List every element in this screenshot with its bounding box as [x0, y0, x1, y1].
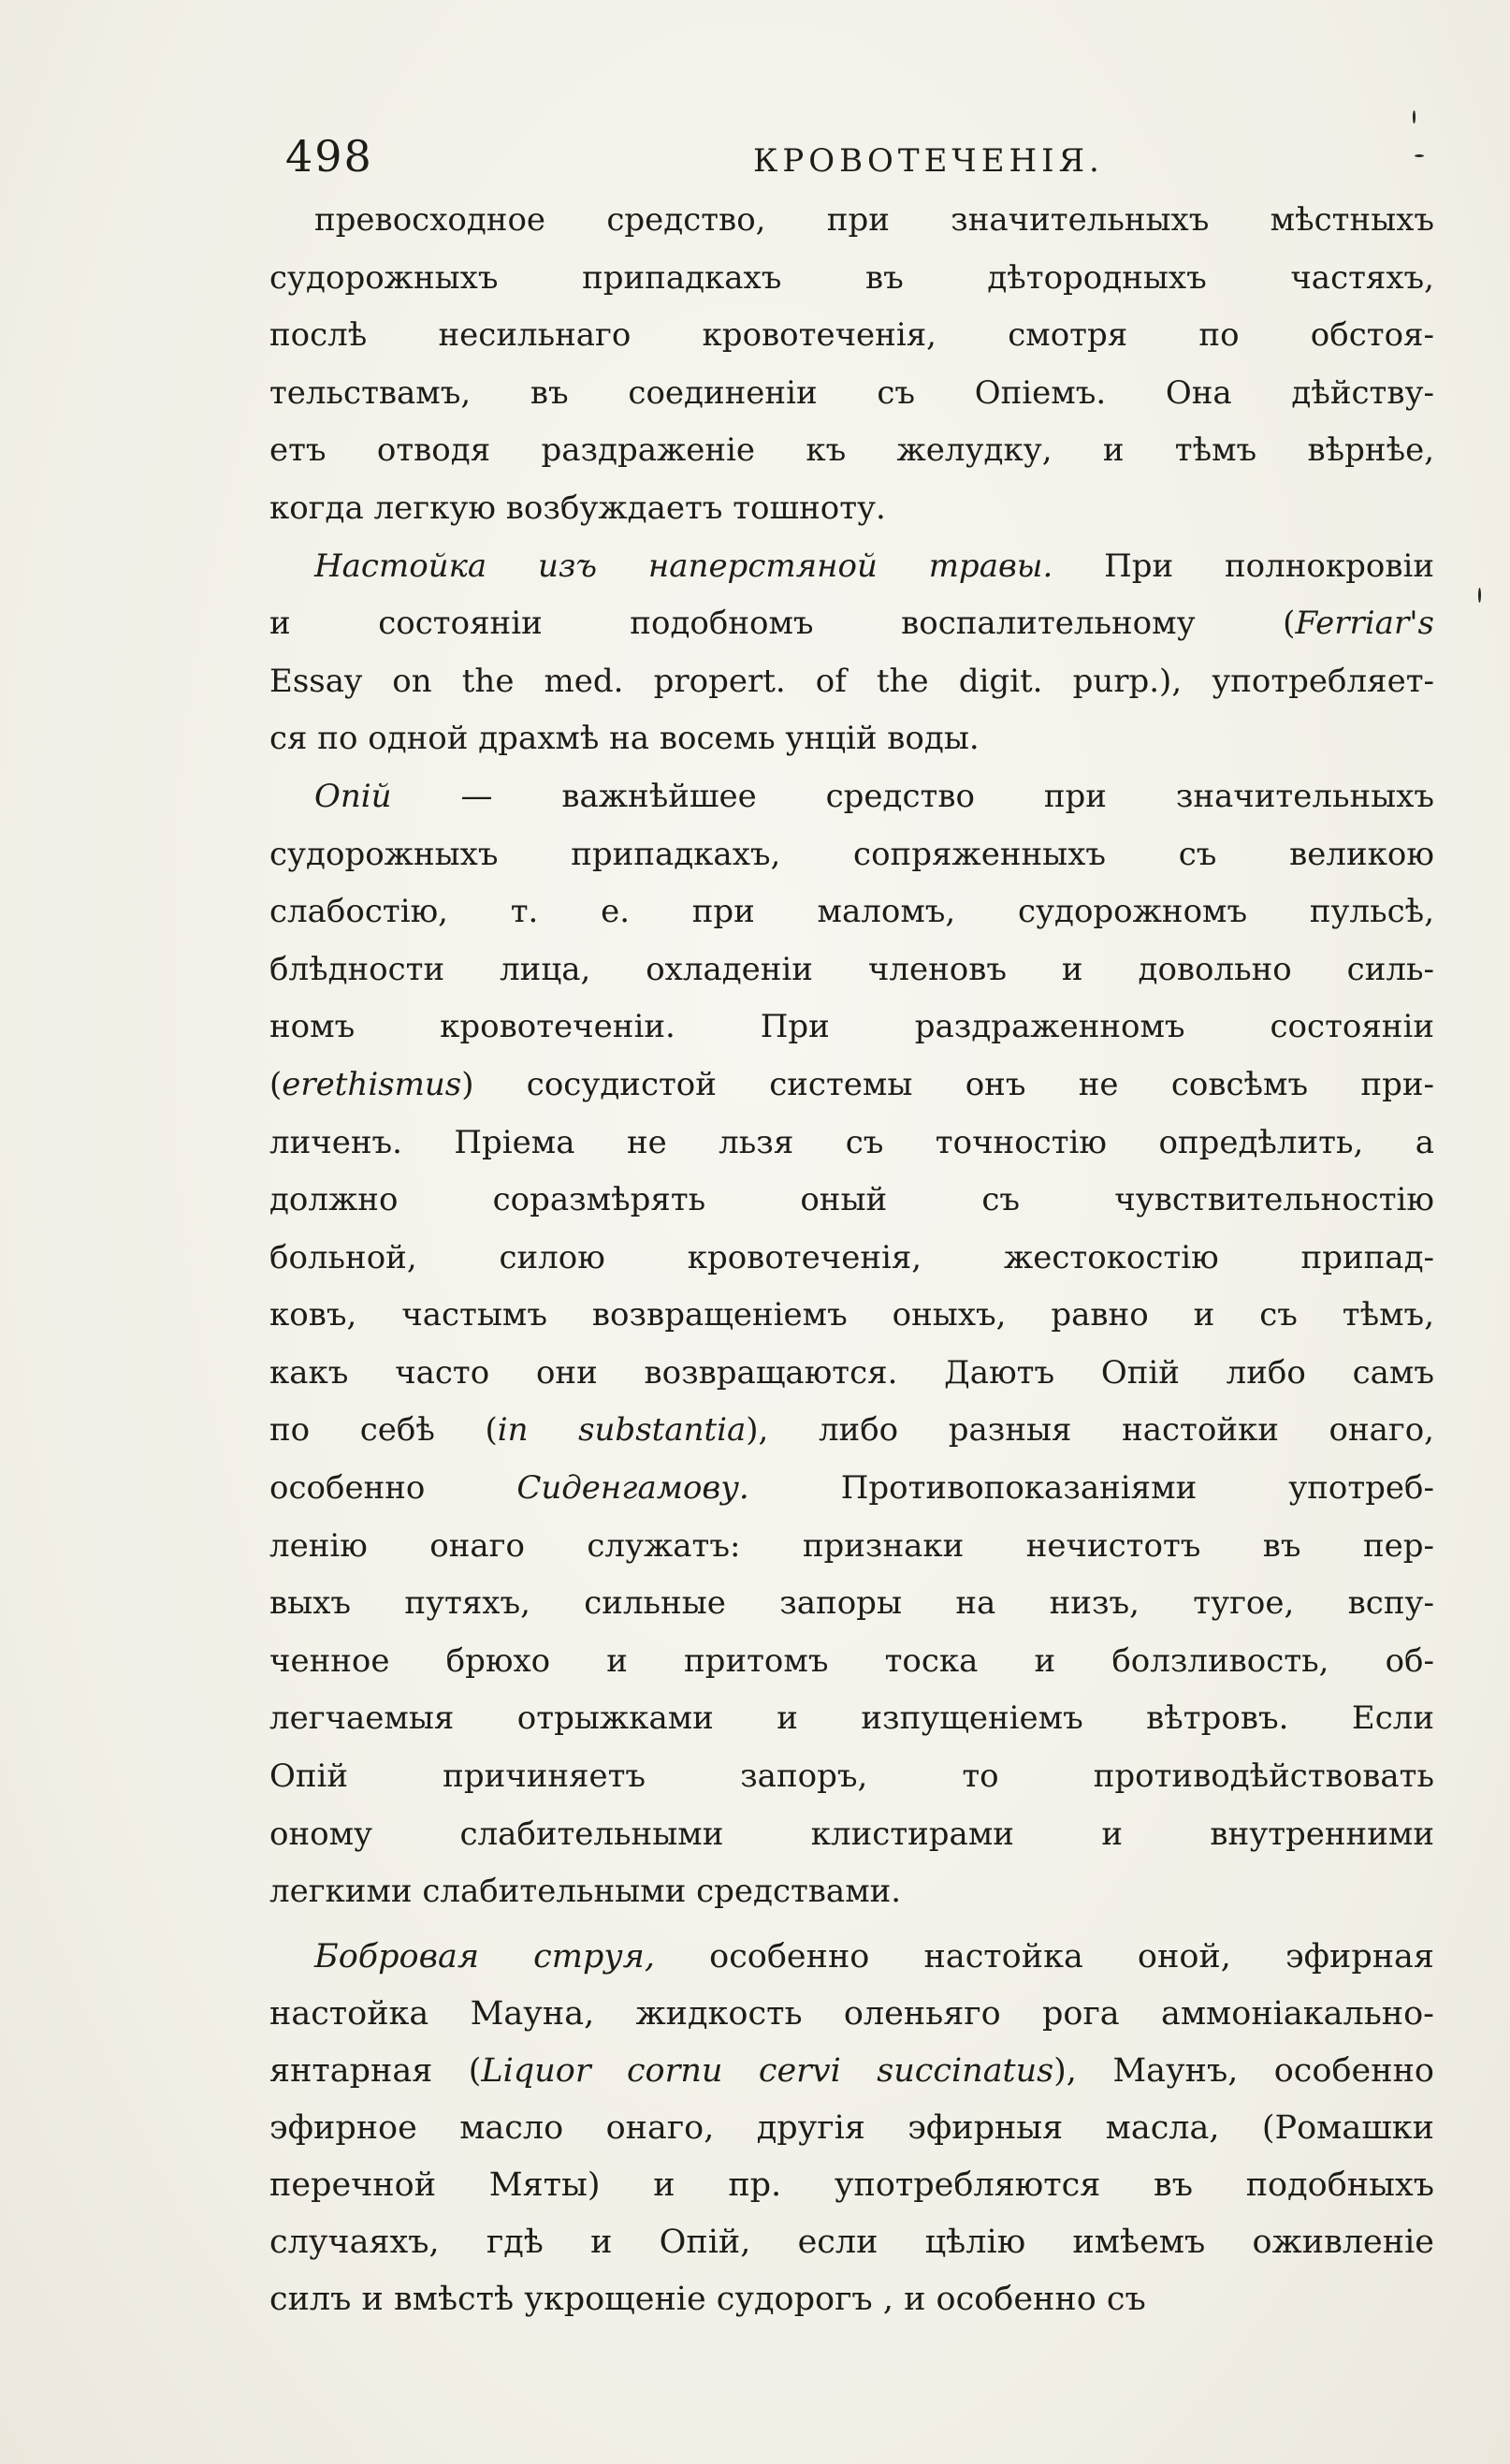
paragraph-castoreum: [269, 1929, 1434, 2328]
text-run: случаяхъ, гдѣ и Опій, если цѣлію имѣемъ оживленіе: [269, 2223, 1434, 2261]
text-run: При полнокровіи: [1053, 547, 1434, 585]
italic-term: Liquor cornu cervi succinatus: [481, 2051, 1054, 2090]
text-run: послѣ несильнаго кровотеченія, смотря по обстоя-: [269, 316, 1434, 355]
paragraph-emetic-continuation: [269, 192, 1434, 538]
text-run: настойка Мауна, жидкость оленьяго рога аммоніакально-: [269, 1994, 1434, 2033]
body-text: [269, 192, 1434, 2328]
text-run: какъ часто они возвращаются. Даютъ Опій либо самъ: [269, 1353, 1434, 1392]
text-line: [269, 595, 1434, 653]
text-run: етъ отводя раздраженіе къ желудку, и тѣмъ вѣрнѣе,: [269, 431, 1434, 470]
text-line: [269, 2043, 1434, 2100]
text-run: оному слабительными клистирами и внутренними: [269, 1815, 1434, 1853]
italic-term: Опій: [314, 777, 392, 815]
text-line: [269, 1929, 1434, 1986]
text-run: ), либо разныя настойки онаго,: [746, 1411, 1434, 1450]
text-line: [269, 307, 1434, 365]
text-run: блѣдности лица, охладеніи членовъ и довольно силь-: [269, 950, 1434, 988]
text-line: [269, 365, 1434, 423]
text-line: [269, 1575, 1434, 1633]
text-run: особенно: [269, 1469, 517, 1508]
text-run: ), Маунъ, особенно: [1053, 2051, 1434, 2090]
text-run: превосходное средство, при значительныхъ мѣстныхъ: [314, 201, 1434, 239]
text-run: личенъ. Пріема не льзя съ точностію опредѣлить, а: [269, 1123, 1434, 1161]
text-run: особенно настойка оной, эфирная: [654, 1937, 1434, 1976]
text-line: [269, 1748, 1434, 1806]
italic-term: Ferriar's: [1295, 605, 1434, 643]
text-line: [269, 1518, 1434, 1576]
text-line: [269, 2157, 1434, 2214]
text-line: [269, 538, 1434, 596]
margin-mark: [1415, 154, 1424, 157]
text-line: [269, 653, 1434, 711]
italic-term: Настойка изъ наперстяной травы.: [314, 547, 1053, 585]
page-number: 498: [285, 131, 373, 182]
paragraph-digitalis: [269, 538, 1434, 768]
text-run: ) сосудистой системы онъ не совсѣмъ при-: [461, 1065, 1434, 1103]
text-run: силъ и вмѣстѣ укрощеніе судорогъ , и особенно съ: [269, 2280, 1146, 2318]
margin-mark: [1413, 110, 1416, 124]
text-run: Essay on the med. propert. of the digit. purp.), употребляет-: [269, 662, 1434, 700]
text-run: перечной Мяты) и пр. употребляются въ подобныхъ: [269, 2165, 1434, 2204]
text-run: янтарная (: [269, 2051, 482, 2090]
text-line: [269, 480, 1434, 538]
text-run: легчаемыя отрыжками и изпущеніемъ вѣтровъ. Если: [269, 1699, 1434, 1738]
text-run: ковъ, частымъ возвращеніемъ оныхъ, равно и съ тѣмъ,: [269, 1296, 1434, 1334]
text-run: тельствамъ, въ соединеніи съ Опіемъ. Она дѣйству-: [269, 373, 1434, 412]
text-line: [269, 1806, 1434, 1864]
text-run: эфирное масло онаго, другія эфирныя масла, (Ромашки: [269, 2108, 1434, 2147]
text-run: ленію онаго служатъ: признаки нечистотъ въ пер-: [269, 1526, 1434, 1565]
text-run: судорожныхъ припадкахъ, сопряженныхъ съ великою: [269, 835, 1434, 873]
text-line: [269, 1863, 1434, 1921]
paragraph-opium: [269, 768, 1434, 1921]
text-line: [269, 1633, 1434, 1691]
text-line: [269, 999, 1434, 1057]
text-line: [269, 710, 1434, 768]
text-run: судорожныхъ припадкахъ въ дѣтородныхъ частяхъ,: [269, 258, 1434, 297]
text-line: [269, 2214, 1434, 2271]
text-line: [269, 1402, 1434, 1460]
text-run: номъ кровотеченіи. При раздраженномъ состояніи: [269, 1008, 1434, 1046]
text-run: ченное брюхо и притомъ тоска и болзливость, об-: [269, 1641, 1434, 1680]
italic-term: in substantia: [497, 1411, 747, 1450]
text-run: когда легкую возбуждаетъ тошноту.: [269, 488, 886, 527]
text-run: должно соразмѣрять оный съ чувствительностію: [269, 1181, 1434, 1219]
text-line: [269, 826, 1434, 884]
text-run: — важнѣйшее средство при значительныхъ: [391, 777, 1434, 815]
text-line: [269, 422, 1434, 480]
text-line: [269, 1986, 1434, 2043]
margin-mark: [1478, 588, 1481, 603]
text-line: [269, 1115, 1434, 1173]
text-line: [269, 1460, 1434, 1518]
italic-term: Сиденгамову.: [516, 1469, 749, 1508]
text-run: больной, силою кровотеченія, жестокостію припад-: [269, 1238, 1434, 1276]
text-run: по себѣ (: [269, 1411, 498, 1450]
text-run: легкими слабительными средствами.: [269, 1873, 902, 1911]
text-run: (: [269, 1065, 283, 1103]
text-line: [269, 250, 1434, 308]
text-line: [269, 883, 1434, 941]
text-line: [269, 1057, 1434, 1115]
text-run: выхъ путяхъ, сильные запоры на низъ, тугое, вспу-: [269, 1584, 1434, 1623]
text-line: [269, 941, 1434, 999]
page-header: [285, 131, 1436, 187]
text-line: [269, 2100, 1434, 2157]
text-run: и состояніи подобномъ воспалительному (: [269, 605, 1296, 643]
text-line: [269, 1287, 1434, 1345]
text-line: [269, 2271, 1434, 2328]
italic-term: Бобровая струя,: [314, 1937, 655, 1976]
text-line: [269, 1690, 1434, 1748]
text-line: [269, 1230, 1434, 1288]
text-run: Противопоказаніями употреб-: [748, 1469, 1434, 1508]
text-run: Опій причиняетъ запоръ, то противодѣйствовать: [269, 1757, 1434, 1796]
text-line: [269, 192, 1434, 250]
running-head: КРОВОТЕЧЕНІЯ.: [753, 142, 1104, 180]
text-line: [269, 1345, 1434, 1403]
italic-term: erethismus: [282, 1065, 462, 1103]
text-run: ся по одной драхмѣ на восемь унцій воды.: [269, 720, 980, 758]
text-line: [269, 1172, 1434, 1230]
text-line: [269, 768, 1434, 826]
text-run: слабостію, т. е. при маломъ, судорожномъ пульсѣ,: [269, 893, 1434, 931]
